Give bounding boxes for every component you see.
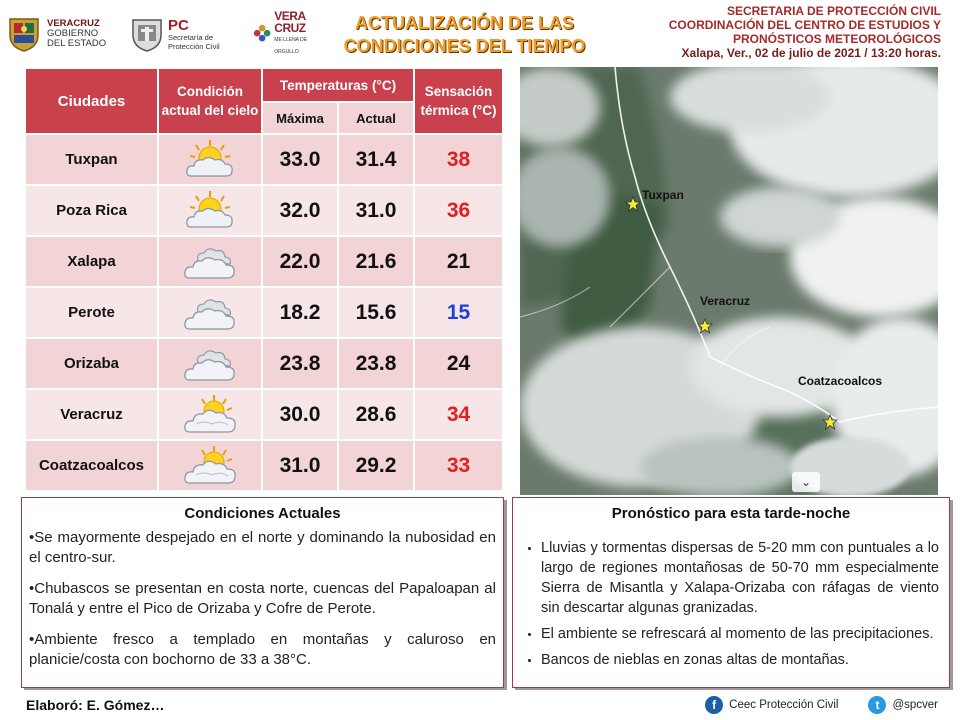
city-name: Coatzacoalcos <box>25 440 158 491</box>
table-row <box>25 440 503 491</box>
forecast-item-1: • Lluvias y tormentas dispersas de 5-20 mm con puntuales a lo largo de regiones montañosas de 50-70 mm especialmente Sierra de Misantla y Xalapa-Orizaba con ráfagas de viento sin descartar algunas granizadas. <box>541 538 939 618</box>
max-temp: 30.0 <box>262 389 338 440</box>
table-row <box>25 185 503 236</box>
logo3-tagline: ME LLENA DE ORGULLO <box>274 37 308 55</box>
city-name: Veracruz <box>25 389 158 440</box>
feels-like-temp: 24 <box>414 338 503 389</box>
feels-like-temp: 33 <box>414 440 503 491</box>
current-temp: 21.6 <box>338 236 414 287</box>
twitter-icon[interactable]: t <box>868 696 886 714</box>
current-conditions-box <box>21 497 504 688</box>
current-temp: 23.8 <box>338 338 414 389</box>
max-temp: 18.2 <box>262 287 338 338</box>
current-temp: 28.6 <box>338 389 414 440</box>
partly-sunny-icon <box>159 190 261 232</box>
logo-veracruz-line2: GOBIERNO <box>47 28 99 39</box>
agency-line-2: COORDINACIÓN DEL CENTRO DE ESTUDIOS Y <box>668 18 941 32</box>
page-title <box>322 12 607 58</box>
logo3-line1: VERA <box>274 9 306 23</box>
city-name: Orizaba <box>25 338 158 389</box>
city-name: Poza Rica <box>25 185 158 236</box>
sky-condition-cell <box>158 185 262 236</box>
pc-shield-icon <box>130 15 164 53</box>
current-item-3: •Ambiente fresco a templado en montañas y caluroso en planicie/costa con bochorno de 33 a 38°C. <box>29 631 496 668</box>
tuxpan-marker <box>625 196 641 212</box>
facebook-handle[interactable]: Ceec Protección Civil <box>729 699 839 711</box>
sky-condition-cell <box>158 287 262 338</box>
star-icon <box>822 414 838 430</box>
max-temp: 22.0 <box>262 236 338 287</box>
proteccion-civil-logo <box>130 14 245 54</box>
veracruz-pride-logo <box>253 9 323 55</box>
title-line-1: ACTUALIZACIÓN DE LAS <box>355 13 574 33</box>
logo-pc-initials: PC <box>168 16 189 34</box>
header-current: Actual <box>338 102 414 134</box>
agency-line-3: PRONÓSTICOS METEOROLÓGICOS <box>732 32 941 46</box>
logo-veracruz-line3: DEL ESTADO <box>47 38 107 49</box>
feels-like-temp: 21 <box>414 236 503 287</box>
city-name: Xalapa <box>25 236 158 287</box>
satellite-image <box>520 67 938 495</box>
star-icon <box>697 318 713 334</box>
conditions-table <box>24 67 504 492</box>
current-temp: 31.4 <box>338 134 414 185</box>
satellite-map <box>520 67 938 495</box>
header-feels-like: Sensación térmica (°C) <box>414 68 503 134</box>
veracruz-marker <box>697 318 713 334</box>
logo-pc-line2: Protección Civil <box>168 41 220 51</box>
current-temp: 31.0 <box>338 185 414 236</box>
max-temp: 23.8 <box>262 338 338 389</box>
sky-condition-cell <box>158 389 262 440</box>
forecast-title: Pronóstico para esta tarde-noche <box>611 505 851 522</box>
header-max: Máxima <box>262 102 338 134</box>
agency-header <box>669 4 941 60</box>
header-temperatures: Temperaturas (°C) <box>262 68 414 102</box>
feels-like-temp: 38 <box>414 134 503 185</box>
header-condition: Condición actual del cielo <box>158 68 262 134</box>
current-temp: 15.6 <box>338 287 414 338</box>
table-row <box>25 287 503 338</box>
max-temp: 32.0 <box>262 185 338 236</box>
logo3-line2: CRUZ <box>274 21 306 35</box>
current-item-2: •Chubascos se presentan en costa norte, cuencas del Papaloapan al Tonalá y entre el Pico de Orizaba y Cofre de Perote. <box>29 580 496 617</box>
partly-sunny-icon <box>159 139 261 181</box>
mostly-cloudy-icon <box>159 394 261 436</box>
flower-icon <box>253 19 271 49</box>
coatzacoalcos-marker <box>822 414 838 430</box>
twitter-handle[interactable]: @spcver <box>892 699 938 711</box>
sky-condition-cell <box>158 236 262 287</box>
current-item-1: •Se mayormente despejado en el norte y dominando la nubosidad en el centro-sur. <box>29 529 496 566</box>
table-row <box>25 338 503 389</box>
map-label-veracruz: Veracruz <box>700 294 751 308</box>
veracruz-government-logo <box>6 14 121 54</box>
cloudy-icon <box>159 292 261 334</box>
title-line-2: CONDICIONES DEL TIEMPO <box>343 36 586 56</box>
feels-like-temp: 34 <box>414 389 503 440</box>
feels-like-temp: 36 <box>414 185 503 236</box>
chevron-down-icon[interactable]: ⌄ <box>792 472 820 492</box>
logo-pc-line1: Secretaría de <box>168 32 214 42</box>
forecast-item-2: • El ambiente se refrescará al momento de las precipitaciones. <box>541 624 939 644</box>
dateline: Xalapa, Ver., 02 de julio de 2021 / 13:20 horas. <box>681 46 941 60</box>
agency-line-1: SECRETARIA DE PROTECCIÓN CIVIL <box>726 4 941 18</box>
star-icon <box>625 196 641 212</box>
coat-of-arms-icon <box>6 15 42 53</box>
map-label-tuxpan: Tuxpan <box>642 188 684 202</box>
sky-condition-cell <box>158 134 262 185</box>
cloudy-icon <box>159 343 261 385</box>
mostly-cloudy-icon <box>159 445 261 487</box>
forecast-box <box>512 497 950 688</box>
map-label-coatzacoalcos: Coatzacoalcos <box>798 374 883 388</box>
table-row <box>25 134 503 185</box>
forecast-item-3: • Bancos de nieblas en zonas altas de montañas. <box>541 650 939 670</box>
cloudy-icon <box>159 241 261 283</box>
city-name: Tuxpan <box>25 134 158 185</box>
current-conditions-title: Condiciones Actuales <box>184 505 341 522</box>
feels-like-temp: 15 <box>414 287 503 338</box>
header-cities: Ciudades <box>25 68 158 134</box>
table-row <box>25 236 503 287</box>
sky-condition-cell <box>158 338 262 389</box>
author-credit: Elaboró: E. Gómez… <box>26 697 165 713</box>
social-links <box>705 696 938 714</box>
facebook-icon[interactable]: f <box>705 696 723 714</box>
logo-veracruz-line1: VERACRUZ <box>47 18 100 29</box>
sky-condition-cell <box>158 440 262 491</box>
current-temp: 29.2 <box>338 440 414 491</box>
max-temp: 31.0 <box>262 440 338 491</box>
city-name: Perote <box>25 287 158 338</box>
table-row <box>25 389 503 440</box>
max-temp: 33.0 <box>262 134 338 185</box>
